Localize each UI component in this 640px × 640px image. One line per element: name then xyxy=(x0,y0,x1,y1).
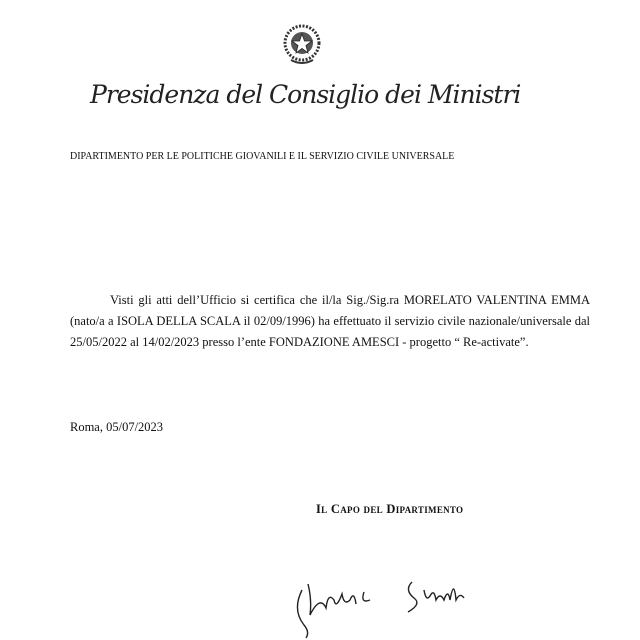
certificate-body xyxy=(70,290,590,353)
handwritten-signature xyxy=(290,570,510,640)
letterhead-title: Presidenza del Consiglio dei Ministri xyxy=(90,80,521,109)
department-name: DIPARTIMENTO PER LE POLITICHE GIOVANILI E IL SERVIZIO CIVILE UNIVERSALE xyxy=(70,151,455,162)
signatory-title: Il Capo del Dipartimento xyxy=(316,502,464,516)
place-date: Roma, 05/07/2023 xyxy=(70,420,164,434)
italian-emblem-icon xyxy=(279,22,325,68)
certificate-paragraph: Visti gli atti dell’Ufficio si certifica che il/la Sig./Sig.ra MORELATO VALENTINA EMMA (nato/a a ISOLA DELLA SCALA il 02/09/1996) ha effettuato il servizio civile nazionale/universale dal 25/05/2022 al 14/02/2023 presso l’ente FONDAZIONE AMESCI - progetto “ Re-activate”. xyxy=(70,293,590,349)
